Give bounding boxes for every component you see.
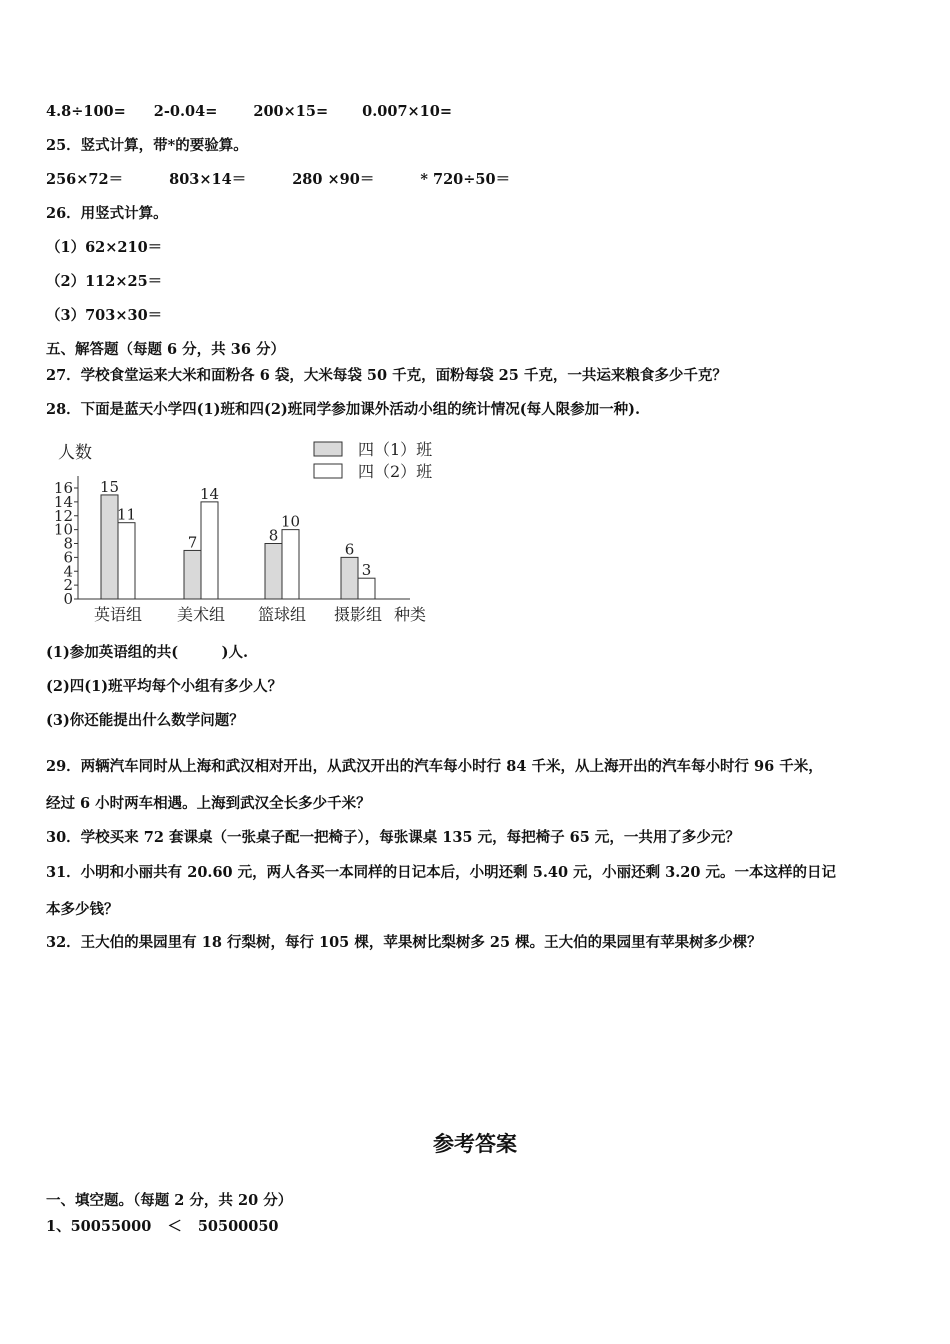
legend-swatch xyxy=(314,442,342,456)
bar-class1 xyxy=(341,557,358,599)
bar-class1 xyxy=(184,550,201,599)
answer-section-heading: 一、填空题。（每题 2 分，共 20 分） xyxy=(46,1192,293,1209)
question-31-line2: 本多少钱？ xyxy=(46,901,119,918)
question-28-sub2: (2)四(1)班平均每个小组有多少人？ xyxy=(46,678,283,695)
data-label: 14 xyxy=(199,484,220,503)
question-27: 27．学校食堂运来大米和面粉各 6 袋，大米每袋 50 千克，面粉每袋 25 千克，一共运来粮食多少千克？ xyxy=(46,367,727,384)
data-label: 11 xyxy=(116,505,137,524)
bar-chart xyxy=(44,436,464,632)
answer-1 xyxy=(46,1217,279,1237)
q26-title: 26．用竖式计算。 xyxy=(46,205,168,222)
legend-label: 四（2）班 xyxy=(358,462,433,481)
bar-class2 xyxy=(282,530,299,599)
expression: 2-0.04= xyxy=(153,103,218,120)
expression: 4.8÷100= xyxy=(46,103,126,120)
top-expressions xyxy=(46,102,452,122)
category-label: 美术组 xyxy=(176,605,226,624)
answer-title: 参考答案 xyxy=(433,1132,517,1156)
question-29-line1: 29．两辆汽车同时从上海和武汉相对开出，从武汉开出的汽车每小时行 84 千米，从上海开出的汽车每小时行 96 千米， xyxy=(46,758,823,775)
y-tick-label: 0 xyxy=(63,590,73,608)
q26-item: （1）62×210＝ xyxy=(46,239,163,256)
q25-title: 25．竖式计算，带*的要验算。 xyxy=(46,137,248,154)
q26-item: （3）703×30＝ xyxy=(46,307,163,324)
y-tick-label: 12 xyxy=(53,506,73,525)
answer-value: 1、50055000 xyxy=(46,1218,152,1235)
data-label: 6 xyxy=(344,540,355,559)
bar-class1 xyxy=(265,544,282,600)
legend-swatch xyxy=(314,464,342,478)
q26-item: （2）112×25＝ xyxy=(46,273,163,290)
legend-label: 四（1）班 xyxy=(358,440,433,459)
bar-class2 xyxy=(118,523,135,599)
expression: 0.007×10= xyxy=(362,103,453,120)
bar-class1 xyxy=(101,495,118,599)
data-label: 15 xyxy=(99,477,120,496)
question-29-line2: 经过 6 小时两车相遇。上海到武汉全长多少千米？ xyxy=(46,795,371,812)
x-axis-label: 种类 xyxy=(394,605,427,624)
question-30: 30．学校买来 72 套课桌（一张桌子配一把椅子），每张课桌 135 元，每把椅子 65 元，一共用了多少元？ xyxy=(46,829,740,846)
question-28-sub1: (1)参加英语组的共( )人. xyxy=(46,644,249,661)
y-tick-label: 8 xyxy=(63,534,73,553)
question-31-line1: 31．小明和小丽共有 20.60 元，两人各买一本同样的日记本后，小明还剩 5.40 元，小丽还剩 3.20 元。一本这样的日记 xyxy=(46,864,836,881)
category-label: 篮球组 xyxy=(257,605,307,624)
category-label: 英语组 xyxy=(93,605,143,624)
y-tick-label: 4 xyxy=(63,562,73,581)
answer-value: 50500050 xyxy=(197,1218,279,1235)
data-label: 8 xyxy=(268,526,279,545)
section-heading: 五、解答题（每题 6 分，共 36 分） xyxy=(46,341,285,358)
data-label: 3 xyxy=(361,561,372,580)
data-label: 7 xyxy=(187,533,198,552)
question-32: 32．王大伯的果园里有 18 行梨树，每行 105 棵，苹果树比梨树多 25 棵。王大伯的果园里有苹果树多少棵？ xyxy=(46,934,762,951)
expression: 803×14＝ xyxy=(169,171,247,188)
y-tick-label: 14 xyxy=(53,492,73,511)
bar-class2 xyxy=(201,502,218,599)
y-tick-label: 16 xyxy=(53,479,73,497)
q25-items xyxy=(46,170,510,190)
y-axis-label: 人数 xyxy=(58,443,92,463)
expression: * 720÷50＝ xyxy=(420,171,511,188)
y-tick-label: 6 xyxy=(63,548,73,567)
expression: 280 ×90＝ xyxy=(292,171,375,188)
data-label: 10 xyxy=(280,512,301,531)
category-label: 摄影组 xyxy=(333,605,383,624)
question-28-sub3: (3)你还能提出什么数学问题？ xyxy=(46,712,244,729)
expression: 256×72＝ xyxy=(46,171,124,188)
question-28-title: 28．下面是蓝天小学四(1)班和四(2)班同学参加课外活动小组的统计情况(每人限参加一种). xyxy=(46,401,641,418)
expression: 200×15= xyxy=(253,103,329,120)
comparison-sign: ＜ xyxy=(167,1218,182,1235)
y-tick-label: 10 xyxy=(53,520,73,539)
bar-class2 xyxy=(358,578,375,599)
y-tick-label: 2 xyxy=(63,576,73,595)
